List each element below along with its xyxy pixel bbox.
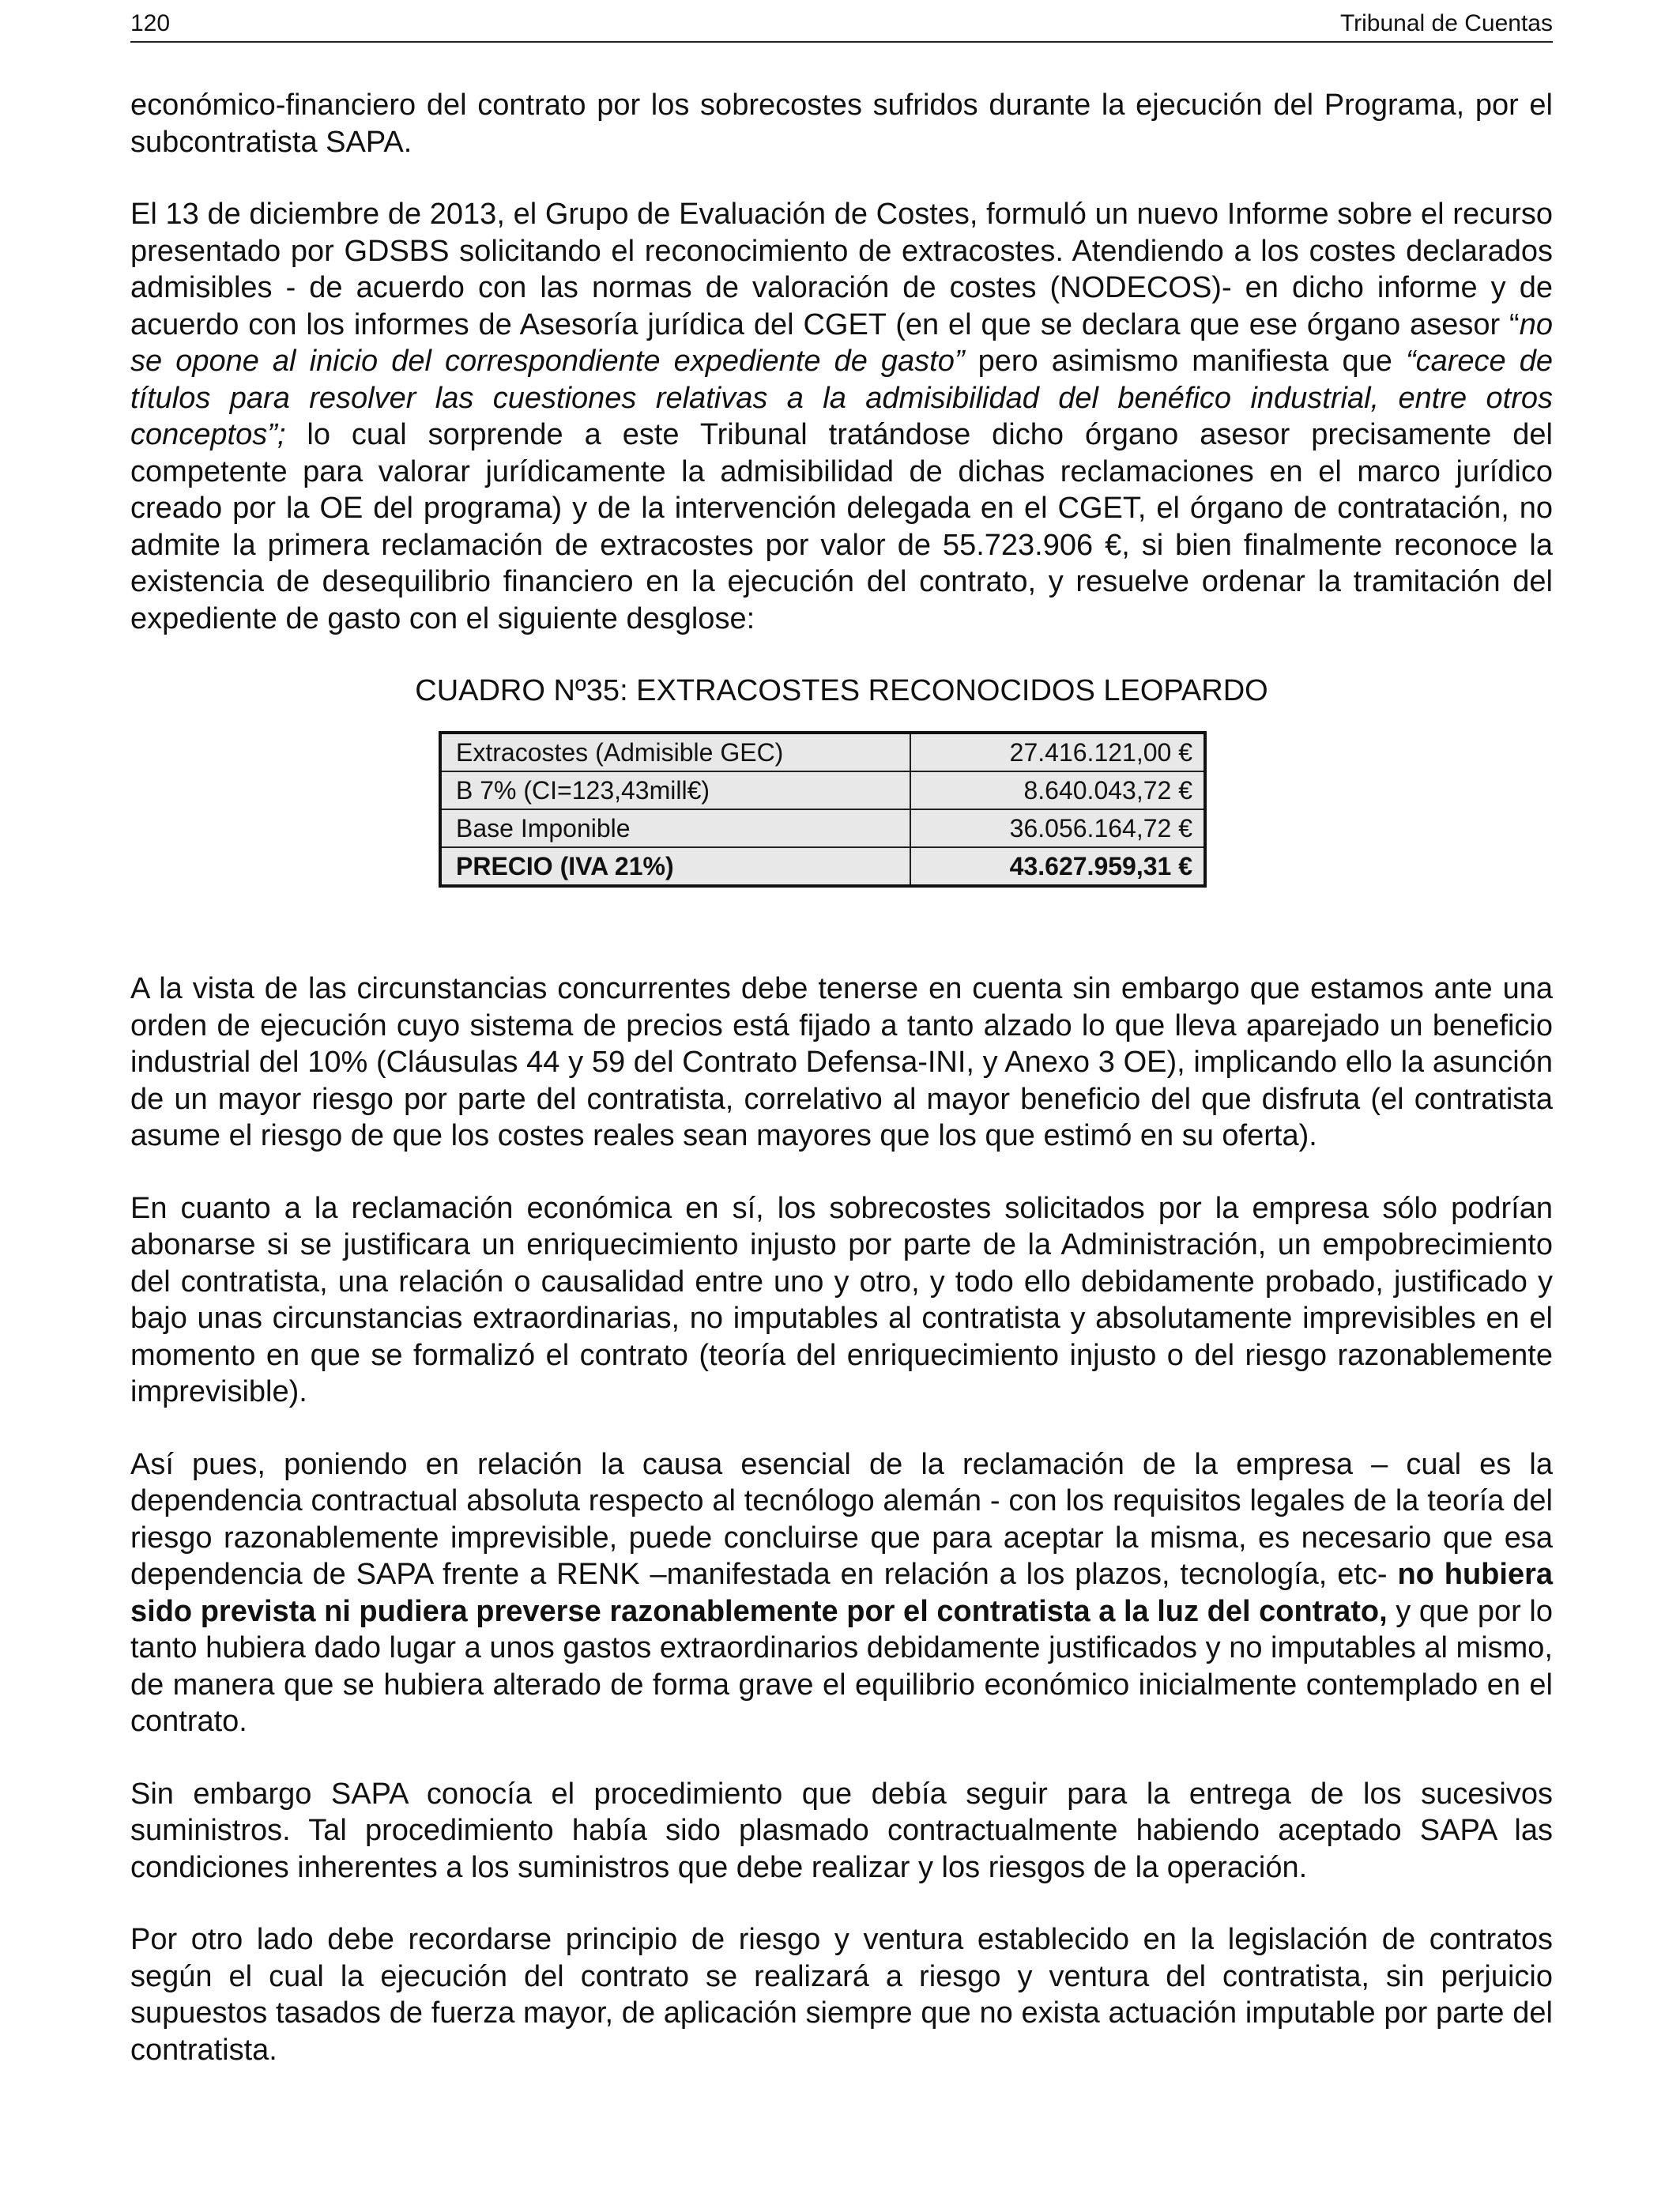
paragraph-2-quote-1: no se opone al inicio del correspondiente expediente de gasto” <box>130 307 1553 378</box>
document-page <box>130 0 1553 2194</box>
table-row <box>440 733 1205 771</box>
page-header <box>130 8 1553 43</box>
paragraph-2-text-e: lo cual sorprende a este Tribunal tratándose dicho órgano asesor precisamente del competente para valorar jurídicamente la admisibilidad de dichas reclamaciones en el marco jurídico creado por la OE del programa) y de la intervención delegada en el CGET, el órgano de contratación, no admite la primera reclamación de extracostes por valor de 55.723.906 €, si bien finalmente reconoce la existencia de desequilibrio financiero en la ejecución del contrato, y resuelve ordenar la tramitación del expediente de gasto con el siguiente desglose: <box>130 418 1553 635</box>
table-cell-value: 8.640.043,72 € <box>910 771 1205 809</box>
table-cell-label: Extracostes (Admisible GEC) <box>440 733 910 771</box>
header-title: Tribunal de Cuentas <box>1339 10 1553 36</box>
paragraph-2-quote-2: “carece de títulos para resolver las cuestiones relativas a la admisibilidad del benéfico industrial, entre otros conceptos”; <box>130 345 1553 451</box>
table-row <box>440 809 1205 847</box>
table-wrapper <box>439 731 1207 888</box>
table-caption: CUADRO Nº35: EXTRACOSTES RECONOCIDOS LEOPARDO <box>415 674 1268 707</box>
paragraph-2-text-a: El 13 de diciembre de 2013, el Grupo de Evaluación de Costes, formuló un nuevo Informe sobre el recurso presentado por GDSBS solicitando el reconocimiento de extracostes. Atendiendo a los costes declarados admisibles - de acuerdo con las normas de valoración de costes (NODECOS)- en dicho informe y de acuerdo con los informes de Asesoría jurídica del CGET (en el que se declara que ese órgano asesor “ <box>130 198 1553 341</box>
table-cell-label: PRECIO (IVA 21%) <box>440 847 910 886</box>
table-cell-value: 27.416.121,00 € <box>910 733 1205 771</box>
table-cell-value: 36.056.164,72 € <box>910 809 1205 847</box>
paragraph-5 <box>130 1446 1553 1740</box>
paragraph-2 <box>130 196 1553 637</box>
paragraph-2-text-c: pero asimismo manifiesta que <box>964 345 1406 378</box>
paragraph-3: A la vista de las circunstancias concurrentes debe tenerse en cuenta sin embargo que estamos ante una orden de ejecución cuyo sistema de precios está fijado a tanto alzado lo que lleva aparejado un beneficio industrial del 10% (Cláusulas 44 y 59 del Contrato Defensa-INI, y Anexo 3 OE), implicando ello la asunción de un mayor riesgo por parte del contratista, correlativo al mayor beneficio del que disfruta (el contratista asume el riesgo de que los costes reales sean mayores que los que estimó en su oferta). <box>130 972 1553 1152</box>
table-cell-label: Base Imponible <box>440 809 910 847</box>
table-cell-label: B 7% (CI=123,43mill€) <box>440 771 910 809</box>
paragraph-6: Sin embargo SAPA conocía el procedimiento que debía seguir para la entrega de los sucesivos suministros. Tal procedimiento había sido plasmado contractualmente habiendo aceptado SAPA las condiciones inherentes a los suministros que debe realizar y los riesgos de la operación. <box>130 1777 1553 1884</box>
cost-table <box>439 731 1207 888</box>
table-row <box>440 771 1205 809</box>
table-row-total <box>440 847 1205 886</box>
paragraph-5-bold: no hubiera sido prevista ni pudiera preverse razonablemente por el contratista a la luz del contrato, <box>130 1558 1554 1628</box>
page-number: 120 <box>130 10 171 36</box>
paragraph-1: económico-financiero del contrato por los sobrecostes sufridos durante la ejecución del Programa, por el subcontratista SAPA. <box>130 89 1553 159</box>
paragraph-7: Por otro lado debe recordarse principio de riesgo y ventura establecido en la legislación de contratos según el cual la ejecución del contrato se realizará a riesgo y ventura del contratista, sin perjuicio supuestos tasados de fuerza mayor, de aplicación siempre que no exista actuación imputable por parte del contratista. <box>130 1923 1553 2067</box>
document-body <box>130 87 1553 2104</box>
table-cell-value: 43.627.959,31 € <box>910 847 1205 886</box>
paragraph-5-text-c: y que por lo tanto hubiera dado lugar a unos gastos extraordinarios debidamente justificados y no imputables al mismo, de manera que se hubiera alterado de forma grave el equilibrio económico inicialmente contemplado en el contrato. <box>130 1594 1553 1738</box>
paragraph-5-text-a: Así pues, poniendo en relación la causa esencial de la reclamación de la empresa – cual es la dependencia contractual absoluta respecto al tecnólogo alemán - con los requisitos legales de la teoría del riesgo razonablemente imprevisible, puede concluirse que para aceptar la misma, es necesario que esa dependencia de SAPA frente a RENK –manifestada en relación a los plazos, tecnología, etc- <box>130 1447 1553 1591</box>
paragraph-4: En cuanto a la reclamación económica en sí, los sobrecostes solicitados por la empresa sólo podrían abonarse si se justificara un enriquecimiento injusto por parte de la Administración, un empobrecimiento del contratista, una relación o causalidad entre uno y otro, y todo ello debidamente probado, justificado y bajo unas circunstancias extraordinarias, no imputables al contratista y absolutamente imprevisibles en el momento en que se formalizó el contrato (teoría del enriquecimiento injusto o del riesgo razonablemente imprevisible). <box>130 1191 1553 1408</box>
